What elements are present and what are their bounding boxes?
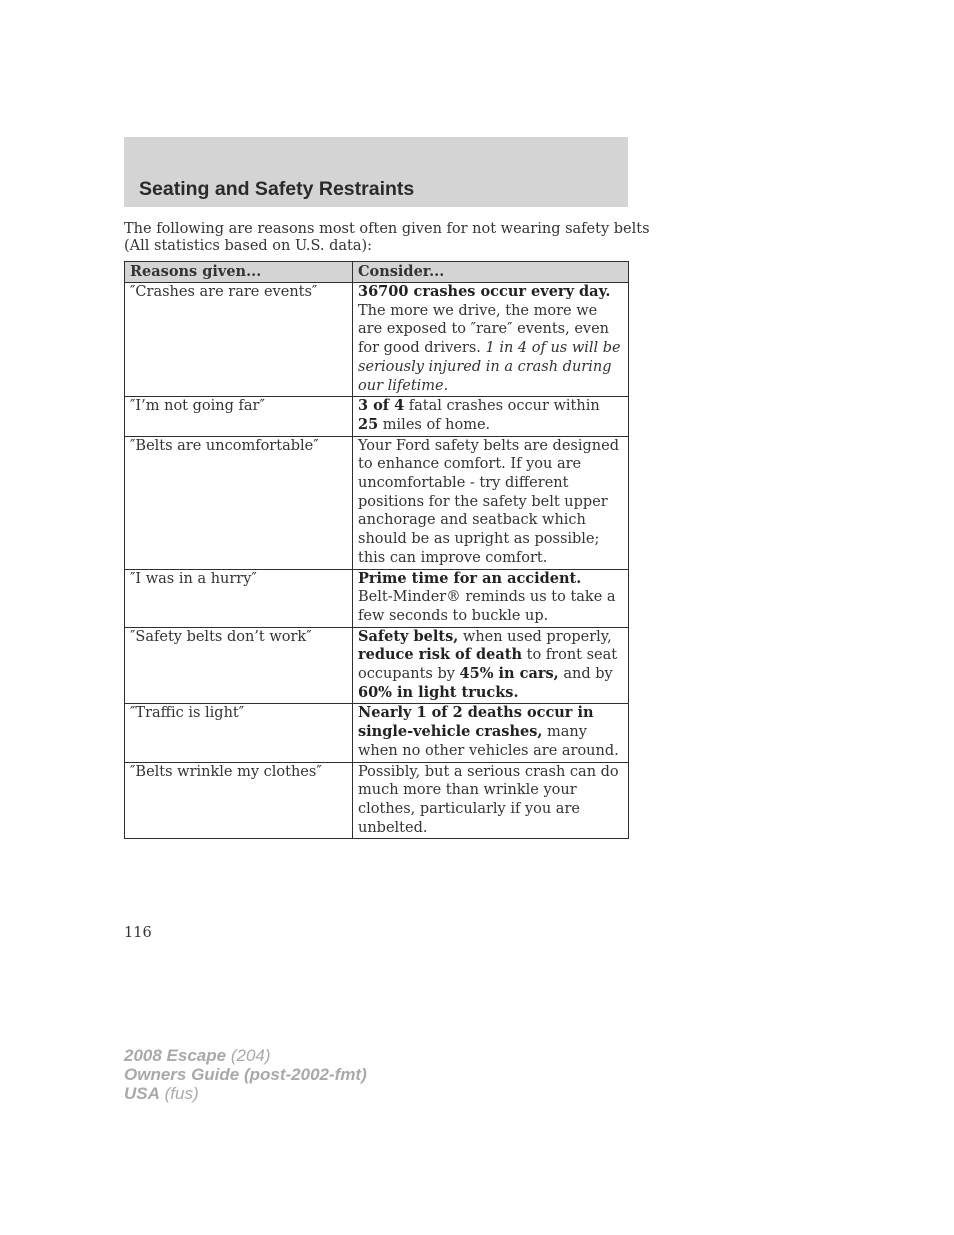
footer-market-code: (fus) [164, 1084, 199, 1103]
footer-guide: Owners Guide (post-2002-fmt) [124, 1065, 367, 1084]
footer-model-line [124, 1046, 367, 1065]
consider-text: Possibly, but a serious crash can do much more than wrinkle your clothes, particularly if you are unbelted. [358, 763, 619, 836]
intro-line: (All statistics based on U.S. data): [124, 238, 373, 254]
consider-text: when used properly, [458, 628, 612, 645]
consider-text: Your Ford safety belts are designed to enhance comfort. If you are uncomfortable - try different positions for the safety belt upper anchorage and seatback which should be as upright as possible; this can improve comfort. [358, 437, 619, 566]
consider-cell [353, 762, 629, 839]
emphasis-text: 45% in cars, [459, 665, 559, 683]
emphasis-text: Safety belts, [358, 627, 459, 645]
reason-cell: ″Traffic is light″ [125, 704, 353, 762]
intro-line: The following are reasons most often given for not wearing safety belts [124, 221, 650, 237]
consider-text: and by [558, 666, 613, 683]
footer-model: 2008 Escape [124, 1046, 227, 1065]
table-body [125, 283, 629, 839]
consider-cell [353, 627, 629, 704]
page-number: 116 [124, 925, 152, 941]
reason-cell: ″Belts are uncomfortable″ [125, 436, 353, 569]
emphasis-text: 60% in light trucks. [358, 683, 519, 701]
consider-cell [353, 569, 629, 627]
footer-imprint [124, 1046, 367, 1103]
footer-guide-line [124, 1065, 367, 1084]
section-title: Seating and Safety Restraints [139, 178, 415, 200]
reason-cell: ″Crashes are rare events″ [125, 283, 353, 397]
emphasis-text: 3 of 4 [358, 397, 405, 415]
reasons-table [124, 261, 629, 839]
reason-cell: ″I was in a hurry″ [125, 569, 353, 627]
consider-cell [353, 397, 629, 436]
consider-text: miles of home. [378, 416, 491, 433]
emphasis-text: 25 [358, 415, 379, 433]
consider-cell [353, 436, 629, 569]
emphasis-text: Prime time for an accident. [358, 569, 582, 587]
consider-text: fatal crashes occur within [404, 398, 600, 415]
footer-model-code: (204) [230, 1046, 271, 1065]
table-row [125, 627, 629, 704]
column-header-reasons: Reasons given... [125, 262, 353, 283]
emphasis-text: Nearly 1 of 2 deaths occur in single-vehicle crashes, [358, 704, 594, 741]
table-header-row [125, 262, 629, 283]
column-header-consider: Consider... [353, 262, 629, 283]
reason-cell: ″Safety belts don’t work″ [125, 627, 353, 704]
table-row [125, 762, 629, 839]
footer-market-line [124, 1084, 367, 1103]
table-row [125, 569, 629, 627]
reason-cell: ″Belts wrinkle my clothes″ [125, 762, 353, 839]
table-row [125, 704, 629, 762]
consider-text: many when no other vehicles are around. [358, 724, 619, 759]
table-row [125, 436, 629, 569]
consider-cell [353, 283, 629, 397]
emphasis-text: reduce risk of death [358, 646, 523, 664]
table-row [125, 397, 629, 436]
footer-market: USA [124, 1084, 160, 1103]
consider-cell [353, 704, 629, 762]
italic-text: 1 in 4 of us will be seriously injured in a crash during our lifetime. [358, 340, 621, 394]
intro-paragraph [124, 221, 650, 255]
emphasis-text: 36700 crashes occur every day. [358, 283, 611, 300]
section-header [124, 137, 628, 207]
consider-text: Belt-Minder® reminds us to take a few seconds to buckle up. [358, 589, 616, 624]
consider-text: to front seat occupants by [358, 647, 618, 683]
table-row [125, 283, 629, 397]
consider-text: The more we drive, the more we are exposed to ″rare″ events, even for good drivers. [358, 302, 610, 357]
reason-cell: ″I’m not going far″ [125, 397, 353, 436]
